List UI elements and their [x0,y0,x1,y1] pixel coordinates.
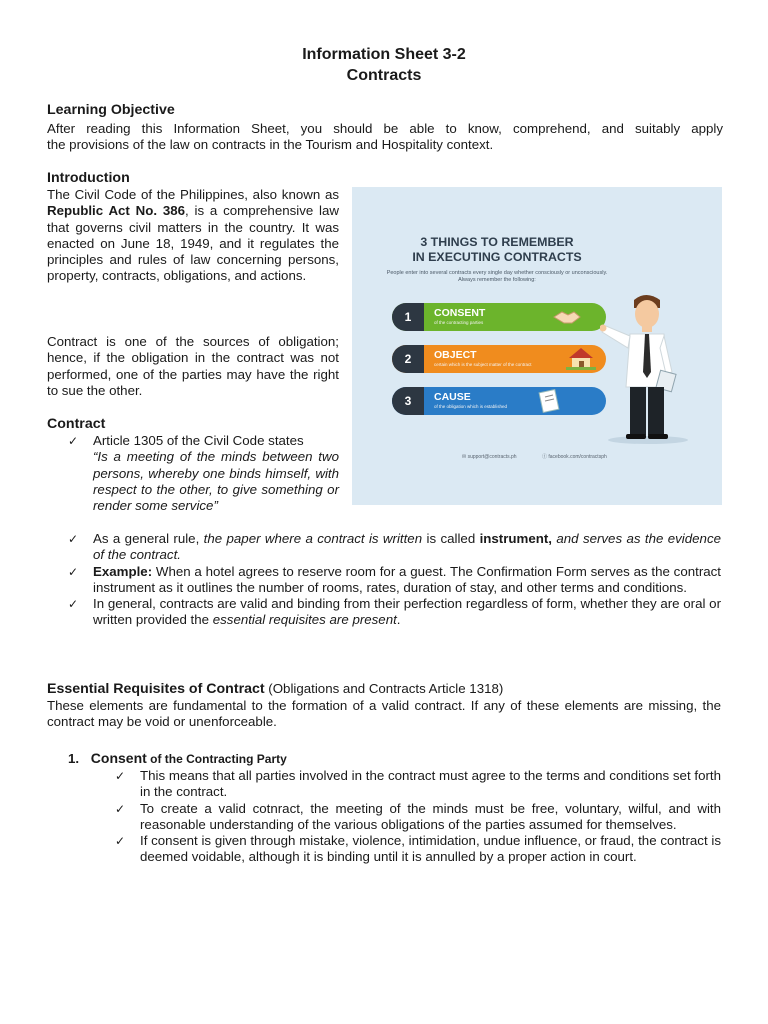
document-icon [538,389,562,415]
learning-objective-line2: the provisions of the law on contracts in the Tourism and Hospitality context. [47,137,494,152]
item-sub: of the obligation which is established [434,404,508,409]
requisites-heading: Essential Requisites of Contract (Obligations and Contracts Article 1318) [47,681,504,697]
item-label: CONSENT [434,307,486,319]
house-icon [566,346,596,370]
contracts-infographic [352,187,722,505]
check-icon: ✓ [115,801,126,816]
page-subtitle: Contracts [346,67,422,84]
requisite-consent-heading: 1. Consent of the Contracting Party [68,750,287,766]
item-number: 3 [392,387,424,415]
introduction-heading: Introduction [47,170,130,186]
contract-bullets-top [68,433,339,514]
item-sub: certain which is the subject matter of the contract [434,362,532,367]
contract-bullet-4: ✓ In general, contracts are valid and binding from their perfection regardless of form, whether they are oral or written provided the essential requisites are present. [68,596,721,628]
check-icon: ✓ [68,564,79,579]
infographic-title-1: 3 THINGS TO REMEMBER [420,235,574,249]
item-number: 1 [392,303,424,331]
consent-bullet-3: ✓ If consent is given through mistake, violence, intimidation, undue influence, or fraud, the contract is deemed voidable, although it is binding until it is annulled by a proper action in court. [115,833,721,865]
handshake-icon [552,309,582,325]
infographic-item-cause [392,387,606,415]
check-icon: ✓ [68,532,79,546]
check-icon: ✓ [68,597,79,612]
check-icon: ✓ [115,834,126,849]
infographic-item-object [392,345,606,373]
consent-bullet-2: ✓ To create a valid cotnract, the meeting of the minds must be free, voluntary, wilful, and with reasonable understanding of the various obligations of the parties assumed for themselves. [115,800,721,832]
infographic-footer-email: ✉ support@contracts.ph [462,454,517,460]
learning-objective-line1: After reading this Information Sheet, you should be able to know, comprehend, and suitably apply [47,121,723,136]
check-icon: ✓ [115,769,126,783]
infographic-footer-facebook: ⓕ facebook.com/contractsph [542,454,607,460]
introduction-paragraph-1: The Civil Code of the Philippines, also known as Republic Act No. 386, is a comprehensive law that governs civil matters in the country. It was enacted on June 18, 1949, and it regulates the principles and rules of law concerning persons, property, contracts, obligations, and actions. [47,187,339,284]
contract-bullet-1: ✓ Article 1305 of the Civil Code states “Is a meeting of the minds between two persons, whereby one binds himself, with respect to the other, to give something or render some service” [68,433,339,514]
infographic-sub-1: People enter into several contracts every single day whether consciously or unconsciously. [386,270,608,276]
item-sub: of the contracting parties [434,320,484,325]
item-label: CAUSE [434,391,471,403]
page-title: Information Sheet 3-2 [302,46,466,63]
contract-bullet-2: ✓ As a general rule, the paper where a contract is written is called instrument, and serves as the evidence of the contract. [68,531,721,563]
contract-bullets-bottom [68,531,721,629]
contract-bullet-3: ✓ Example: When a hotel agrees to reserve room for a guest. The Confirmation Form serves as the contract instrument as it outlines the number of rooms, rates, duration of stay, and other terms and conditions. [68,563,721,595]
businessman-illustration [600,292,690,444]
infographic-title-2: IN EXECUTING CONTRACTS [412,250,582,264]
introduction-paragraph-2: Contract is one of the sources of obligation; hence, if the obligation in the contract was not performed, one of the parties may have the right to sue the other. [47,334,339,398]
item-number: 2 [392,345,424,373]
requisites-intro: These elements are fundamental to the formation of a valid contract. If any of these elements are missing, the contract may be void or unenforceable. [47,698,721,730]
check-icon: ✓ [68,434,79,448]
infographic-sub-2: Always remember the following: [458,277,536,283]
infographic-item-consent [392,303,606,331]
learning-objective-heading: Learning Objective [47,102,175,118]
contract-heading: Contract [47,416,106,432]
consent-bullets [115,768,721,866]
item-label: OBJECT [434,349,477,361]
consent-bullet-1: ✓ This means that all parties involved in the contract must agree to the terms and conditions set forth in the contract. [115,768,721,800]
